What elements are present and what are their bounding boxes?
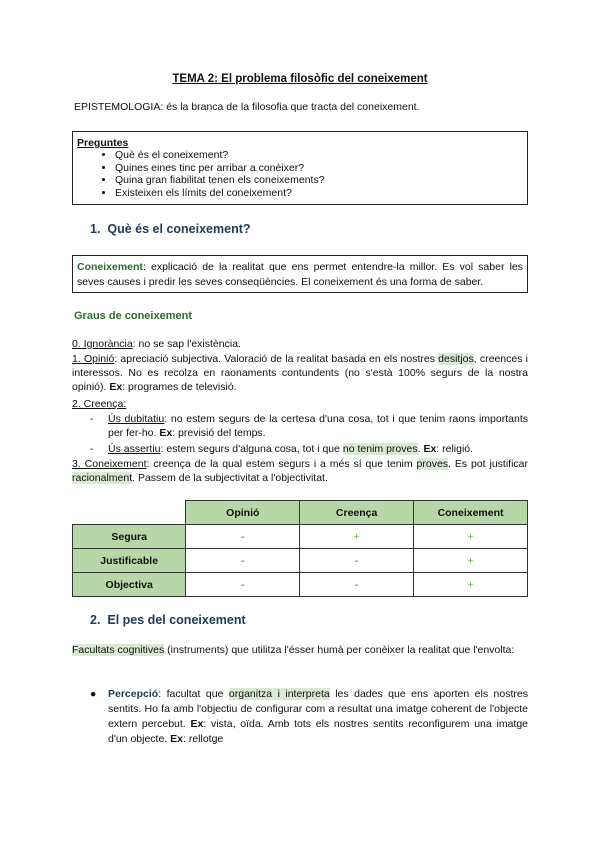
percepcio-ex2-label: Ex <box>170 733 183 745</box>
grau-creenca <box>72 397 528 411</box>
table-row <box>73 549 528 573</box>
opinio-ex-label: Ex <box>109 381 123 393</box>
opinio-label: 1. Opinió <box>72 353 115 365</box>
table-row <box>73 525 528 549</box>
coneixement-text-end: . Passem de la subjectivitat a l'objectivitat. <box>132 472 328 484</box>
section-1-heading <box>90 222 251 236</box>
coneixement-text: : creença de la qual estem segurs i a més sí que tenim <box>146 458 417 470</box>
table-cell: - <box>300 549 414 573</box>
table-cell: + <box>414 573 528 597</box>
section-1-number: 1. <box>90 222 101 236</box>
table-corner <box>73 501 186 525</box>
section-2-intro-text: (instruments) que utilitza l'ésser humà per conèixer la realitat que l'envolta: <box>164 644 515 656</box>
definition-text: : explicació de la realitat que ens permet entendre-la millor. Es vol saber les seves causes i predir les seves conseqüències. El coneixement és una forma de saber. <box>77 261 523 288</box>
percepcio-item <box>108 687 528 747</box>
table-cell: - <box>300 573 414 597</box>
assertiu-text-cont: . <box>417 443 424 455</box>
ignorancia-text: : no se sap l'existència. <box>132 338 241 350</box>
table-row <box>73 573 528 597</box>
grau-opinio <box>72 352 528 394</box>
opinio-text: : apreciació subjectiva. Valoració de la realitat basada en els nostres <box>114 353 439 365</box>
coneixement-highlight-proves: proves <box>416 458 449 470</box>
dubitatiu-ex-text: : previsió del temps. <box>172 427 266 439</box>
coneixement-highlight-racionalment: racionalment <box>72 472 133 484</box>
section-2-number: 2. <box>90 613 101 627</box>
question-item: • Existeixen els límits del coneixement? <box>115 187 523 200</box>
table-row-label: Segura <box>73 525 186 549</box>
question-item: • Què és el coneixement? <box>115 149 523 162</box>
percepcio-text: : facultat que <box>158 688 229 700</box>
questions-box <box>72 131 528 205</box>
table-cell: - <box>186 573 300 597</box>
questions-heading: Preguntes <box>77 137 129 149</box>
assertiu-ex-text: : religió. <box>436 443 474 455</box>
percepcio-term: Percepció <box>108 688 159 700</box>
table-row-label: Objectiva <box>73 573 186 597</box>
creenca-assertiu <box>108 442 528 456</box>
graus-heading: Graus de coneixement <box>74 310 192 322</box>
table-cell: + <box>300 525 414 549</box>
table-header-row <box>73 501 528 525</box>
table-cell: - <box>186 525 300 549</box>
table-cell: + <box>414 525 528 549</box>
percepcio-ex1-text: : vista, oïda. Amb tots els nostres sentits reconfigurem una imatge d'un objecte. <box>108 718 529 745</box>
page-title: TEMA 2: El problema filosòfic del coneixement <box>172 73 428 85</box>
table-row-label: Justificable <box>73 549 186 573</box>
grau-coneixement <box>72 457 528 485</box>
table-header-cell: Coneixement <box>414 501 528 525</box>
percepcio-text-cont: les dades que ens aporten els nostres sentits. Ho fa amb l'objectiu de configurar com a resultat una imatge coherent de l'objecte extern percebut. <box>108 688 528 730</box>
creenca-label: 2. Creença: <box>72 398 127 410</box>
dubitatiu-label: Ús dubitatiu <box>108 413 165 425</box>
opinio-text-cont: , creences i interessos. No es recolza en raonaments contundents (no s'està 100% segurs de la nostra opinió). <box>72 353 528 393</box>
grau-ignorancia <box>72 337 528 351</box>
coneixement-text-cont: . Es pot justificar <box>448 458 528 470</box>
assertiu-highlight: no tenim proves <box>342 443 418 455</box>
percepcio-highlight: organitza i interpreta <box>228 688 330 700</box>
table-cell: - <box>186 549 300 573</box>
coneixement-label: 3. Coneixement <box>72 458 147 470</box>
assertiu-ex-label: Ex <box>423 443 437 455</box>
dash-icon: - <box>90 413 94 425</box>
section-2-title: El pes del coneixement <box>107 613 246 627</box>
table-cell: + <box>414 549 528 573</box>
definition-box <box>72 255 528 293</box>
intro-epistemologia: EPISTEMOLOGIA: és la branca de la filosofia que tracta del coneixement. <box>74 101 420 113</box>
opinio-ex-text: : programes de televisió. <box>122 381 237 393</box>
question-item: • Quines eines tinc per arribar a conèixer? <box>115 162 523 175</box>
dubitatiu-ex-label: Ex <box>159 427 173 439</box>
question-item: • Quina gran fiabilitat tenen els coneixements? <box>115 174 523 187</box>
comparison-table <box>72 500 528 597</box>
section-1-title: Què és el coneixement? <box>107 222 251 236</box>
dubitatiu-text: : no estem segurs de la certesa d'una cosa, tot i que tenim raons importants per fer-ho. <box>108 413 528 439</box>
table-header-cell: Opinió <box>186 501 300 525</box>
section-2-intro <box>72 643 528 658</box>
opinio-highlight: desitjos <box>438 353 474 365</box>
assertiu-label: Ús assertiu <box>108 443 161 455</box>
facultats-highlight: Facultats cognitives <box>72 644 165 656</box>
bullet-icon: ● <box>90 688 97 700</box>
creenca-dubitatiu <box>108 412 528 440</box>
questions-list <box>77 149 523 199</box>
dash-icon: - <box>90 443 94 455</box>
percepcio-ex2-text: : rellotge <box>182 733 224 745</box>
percepcio-ex1-label: Ex <box>190 718 204 730</box>
definition-term: Coneixement <box>77 261 143 273</box>
assertiu-text: : estem segurs d'alguna cosa, tot i que <box>160 443 343 455</box>
table-header-cell: Creença <box>300 501 414 525</box>
ignorancia-label: 0. Ignorància <box>72 338 133 350</box>
section-2-heading <box>90 613 246 627</box>
